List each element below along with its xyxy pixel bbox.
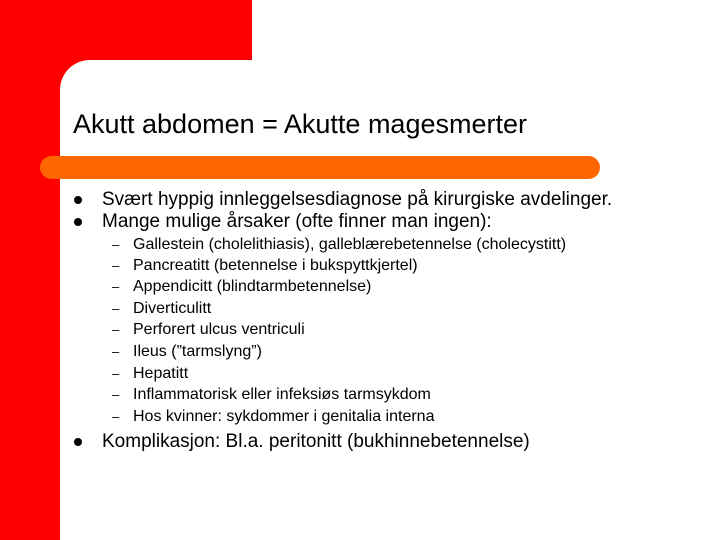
sub-bullet-dash-icon: –	[112, 344, 120, 359]
sub-bullet-dash-icon: –	[112, 322, 120, 337]
title-underline-bar	[40, 156, 600, 179]
sub-bullet-text: Hos kvinner: sykdommer i genitalia interna	[133, 408, 435, 425]
sub-bullet-dash-icon: –	[112, 258, 120, 273]
bullet-dot-icon	[74, 196, 82, 204]
bullet-text: Komplikasjon: Bl.a. peritonitt (bukhinnebetennelse)	[102, 431, 530, 452]
slide-title: Akutt abdomen = Akutte magesmerter	[73, 109, 527, 139]
sub-bullet-text: Appendicitt (blindtarmbetennelse)	[133, 278, 372, 295]
bullet-dot-icon	[74, 438, 82, 446]
sub-bullet-text: Diverticulitt	[133, 300, 212, 317]
sub-bullet-dash-icon: –	[112, 279, 120, 294]
sub-bullet-dash-icon: –	[112, 366, 120, 381]
sub-bullet-text: Perforert ulcus ventriculi	[133, 321, 305, 338]
sub-bullet-text: Inflammatorisk eller infeksiøs tarmsykdom	[133, 386, 431, 403]
sub-bullet-dash-icon: –	[112, 409, 120, 424]
red-left-strip	[0, 0, 60, 540]
sub-bullet-text: Ileus (”tarmslyng”)	[133, 343, 262, 360]
sub-bullet-text: Pancreatitt (betennelse i bukspyttkjertel)	[133, 257, 418, 274]
bullet-text: Mange mulige årsaker (ofte finner man ingen):	[102, 211, 492, 232]
sub-bullet-text: Hepatitt	[133, 365, 189, 382]
sub-bullet-dash-icon: –	[112, 387, 120, 402]
bullet-text: Svært hyppig innleggelsesdiagnose på kirurgiske avdelinger.	[102, 189, 613, 210]
bullet-dot-icon	[74, 218, 82, 226]
sub-bullet-dash-icon: –	[112, 301, 120, 316]
sub-bullet-dash-icon: –	[112, 237, 120, 252]
sub-bullet-text: Gallestein (cholelithiasis), galleblærebetennelse (cholecystitt)	[133, 236, 567, 253]
